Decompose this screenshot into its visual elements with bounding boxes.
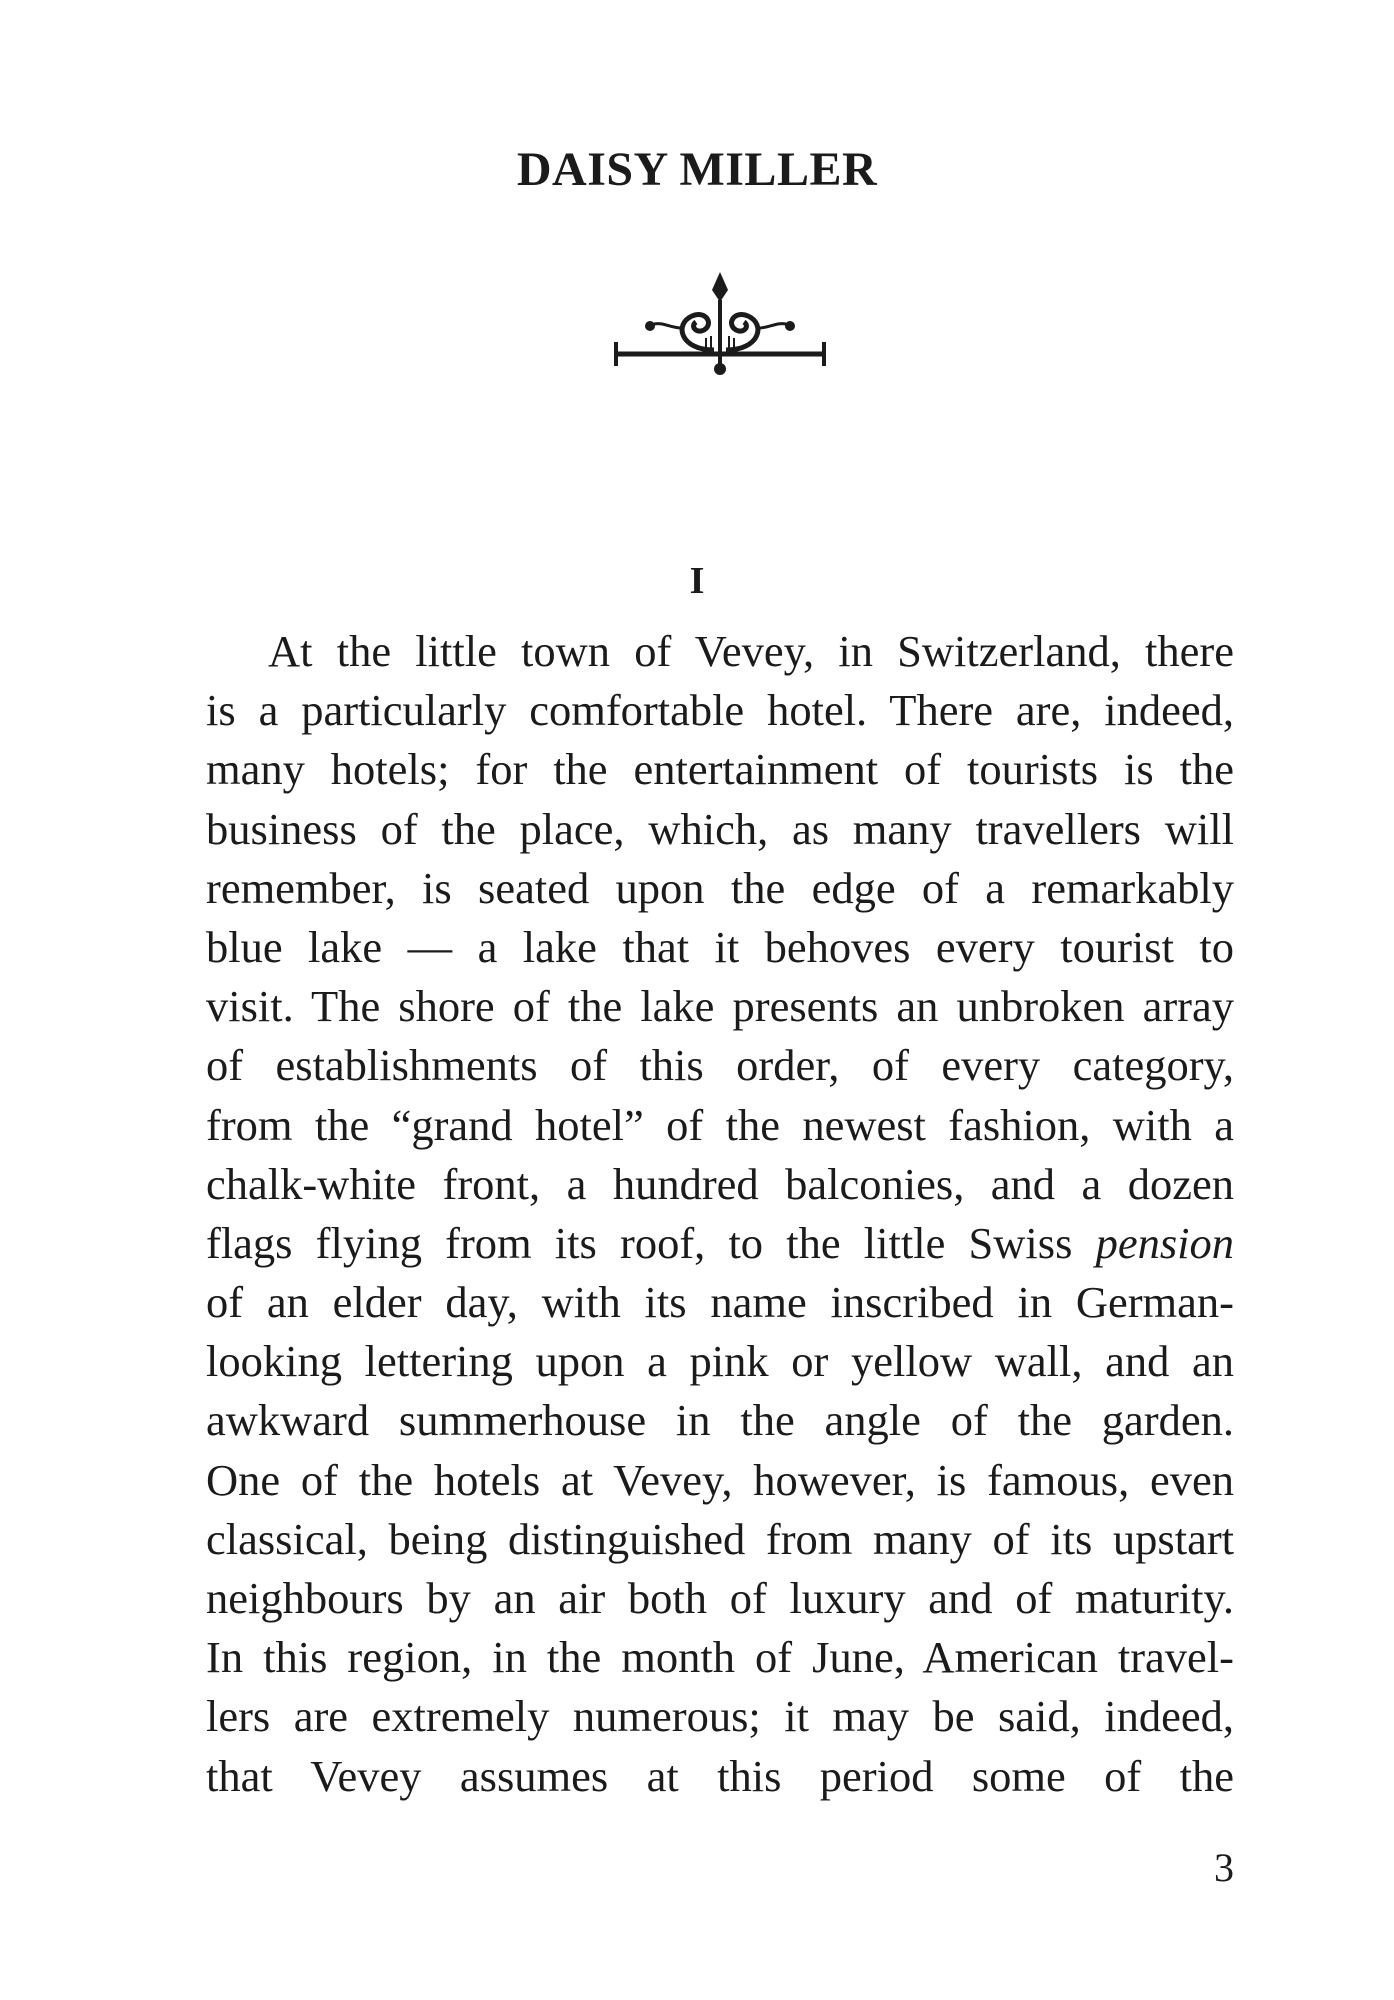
italic-word: pension bbox=[1095, 1217, 1234, 1268]
text-line: from the “grand hotel” of the newest fashion, with a bbox=[206, 1099, 1234, 1150]
text-line: neighbours by an air both of luxury and of maturity. bbox=[206, 1573, 1234, 1623]
line-text-before-italic: flags flying from its roof, to the little Swiss bbox=[206, 1217, 1096, 1268]
chapter-number: I bbox=[689, 560, 705, 602]
text-line: is a particularly comfortable hotel. There are, indeed, bbox=[206, 685, 1234, 736]
text-line: business of the place, which, as many travellers will bbox=[206, 803, 1234, 854]
text-line: chalk-white front, a hundred balconies, and a dozen bbox=[206, 1158, 1234, 1209]
text-line-with-italic bbox=[206, 1214, 1234, 1273]
text-line: many hotels; for the entertainment of tourists is the bbox=[206, 744, 1234, 795]
text-line: blue lake — a lake that it behoves every tourist to bbox=[206, 921, 1234, 972]
text-line: of establishments of this order, of every category, bbox=[206, 1040, 1234, 1091]
text-line: At the little town of Vevey, in Switzerland, there bbox=[268, 626, 1234, 676]
text-line: looking lettering upon a pink or yellow wall, and an bbox=[206, 1336, 1234, 1387]
decorative-flourish-icon bbox=[610, 272, 830, 382]
book-title: DAISY MILLER bbox=[516, 143, 878, 196]
text-line: classical, being distinguished from many of its upstart bbox=[206, 1513, 1234, 1564]
text-line: remember, is seated upon the edge of a remarkably bbox=[206, 862, 1234, 913]
text-line: One of the hotels at Vevey, however, is famous, even bbox=[206, 1454, 1234, 1505]
text-line: lers are extremely numerous; it may be said, indeed, bbox=[206, 1691, 1234, 1742]
text-line: of an elder day, with its name inscribed in German- bbox=[206, 1277, 1234, 1328]
text-line: visit. The shore of the lake presents an unbroken array bbox=[206, 981, 1234, 1032]
body-paragraph bbox=[206, 622, 1234, 1806]
text-line: that Vevey assumes at this period some of the bbox=[206, 1750, 1234, 1801]
text-line: In this region, in the month of June, American travel- bbox=[206, 1632, 1234, 1683]
page-number: 3 bbox=[1214, 1845, 1234, 1890]
text-line: awkward summerhouse in the angle of the garden. bbox=[206, 1395, 1234, 1446]
